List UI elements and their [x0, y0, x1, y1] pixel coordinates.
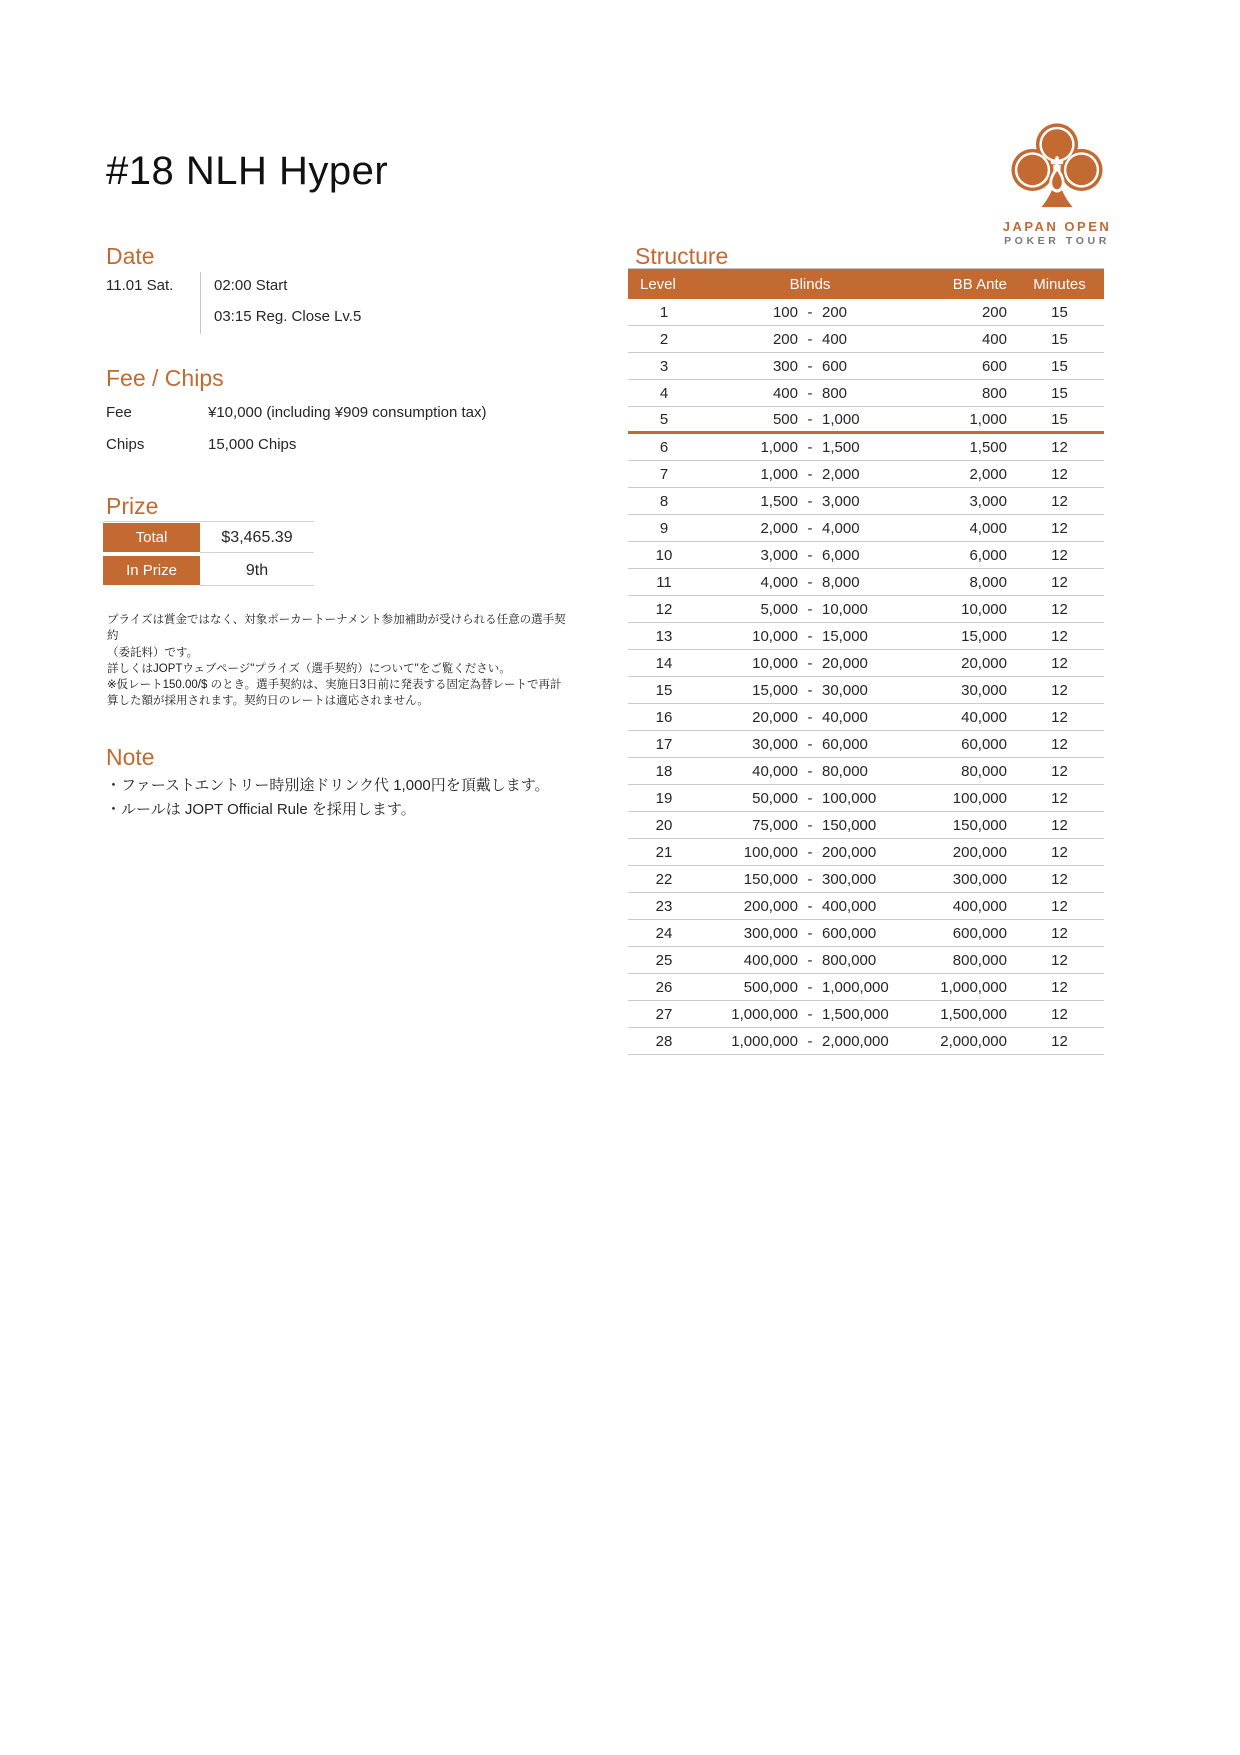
blinds-separator: - — [807, 978, 813, 996]
structure-big-blind: 100,000 — [822, 789, 877, 807]
structure-blinds — [700, 736, 920, 753]
date-time-line: 02:00 Start — [214, 277, 288, 294]
structure-minutes: 12 — [1051, 654, 1068, 672]
structure-row — [628, 623, 1104, 650]
structure-small-blind: 40,000 — [752, 762, 798, 780]
structure-bb-ante: 2,000 — [969, 465, 1007, 483]
structure-big-blind: 2,000 — [822, 465, 860, 483]
structure-row — [628, 542, 1104, 569]
structure-level: 7 — [659, 465, 669, 483]
structure-row — [628, 704, 1104, 731]
note-lines — [106, 774, 586, 822]
structure-level: 5 — [659, 410, 669, 428]
structure-row — [628, 650, 1104, 677]
structure-blinds — [700, 952, 920, 969]
blinds-separator: - — [807, 870, 813, 888]
structure-blinds — [700, 385, 920, 402]
structure-small-blind: 400 — [772, 384, 798, 402]
structure-row — [628, 353, 1104, 380]
blinds-separator: - — [807, 681, 813, 699]
structure-minutes: 12 — [1051, 681, 1068, 699]
structure-big-blind: 2,000,000 — [822, 1032, 889, 1050]
structure-minutes: 12 — [1051, 762, 1068, 780]
structure-row — [628, 461, 1104, 488]
blinds-separator: - — [807, 924, 813, 942]
structure-big-blind: 400,000 — [822, 897, 877, 915]
structure-level: 8 — [659, 492, 669, 510]
structure-bb-ante: 200,000 — [952, 843, 1007, 861]
prize-row — [103, 556, 314, 586]
structure-level: 6 — [659, 438, 669, 456]
structure-big-blind: 8,000 — [822, 573, 860, 591]
structure-level: 27 — [655, 1005, 673, 1023]
logo-text-poker-tour: POKER TOUR — [1004, 235, 1110, 247]
structure-small-blind: 10,000 — [752, 627, 798, 645]
structure-small-blind: 300,000 — [743, 924, 798, 942]
structure-big-blind: 600,000 — [822, 924, 877, 942]
structure-level: 9 — [659, 519, 669, 537]
structure-small-blind: 1,000 — [760, 465, 798, 483]
structure-small-blind: 75,000 — [752, 816, 798, 834]
structure-bb-ante: 80,000 — [961, 762, 1007, 780]
structure-row — [628, 407, 1104, 434]
structure-level: 2 — [659, 330, 669, 348]
structure-minutes: 12 — [1051, 870, 1068, 888]
structure-big-blind: 200 — [822, 303, 848, 321]
blinds-separator: - — [807, 546, 813, 564]
date-divider — [200, 272, 201, 334]
structure-minutes: 12 — [1051, 546, 1068, 564]
structure-level: 10 — [655, 546, 673, 564]
structure-minutes: 15 — [1051, 384, 1068, 402]
prize-label: Total — [103, 523, 200, 552]
structure-small-blind: 100 — [772, 303, 798, 321]
structure-big-blind: 300,000 — [822, 870, 877, 888]
structure-row — [628, 299, 1104, 326]
structure-bb-ante: 400 — [981, 330, 1007, 348]
disclaimer-line: （委託料）です。 — [107, 646, 199, 659]
column-header-level: Level — [640, 275, 676, 293]
structure-blinds — [700, 817, 920, 834]
structure-small-blind: 150,000 — [743, 870, 798, 888]
column-header-blinds: Blinds — [789, 275, 831, 293]
structure-minutes: 12 — [1051, 789, 1068, 807]
structure-bb-ante: 6,000 — [969, 546, 1007, 564]
structure-minutes: 12 — [1051, 816, 1068, 834]
structure-big-blind: 600 — [822, 357, 848, 375]
fee-chips-row — [106, 404, 526, 436]
structure-row — [628, 326, 1104, 353]
structure-blinds — [700, 1006, 920, 1023]
structure-bb-ante: 2,000,000 — [940, 1032, 1007, 1050]
structure-minutes: 12 — [1051, 843, 1068, 861]
structure-bb-ante: 600 — [981, 357, 1007, 375]
structure-small-blind: 1,000,000 — [731, 1032, 798, 1050]
structure-bb-ante: 150,000 — [952, 816, 1007, 834]
structure-level: 25 — [655, 951, 673, 969]
structure-minutes: 12 — [1051, 951, 1068, 969]
blinds-separator: - — [807, 762, 813, 780]
structure-row — [628, 920, 1104, 947]
structure-big-blind: 6,000 — [822, 546, 860, 564]
structure-level: 16 — [655, 708, 673, 726]
structure-big-blind: 20,000 — [822, 654, 868, 672]
structure-row — [628, 1001, 1104, 1028]
structure-blinds — [700, 358, 920, 375]
structure-row — [628, 839, 1104, 866]
disclaimer-line: プライズは賞金ではなく、対象ポーカートーナメント参加補助が受けられる任意の選手契約 — [107, 614, 566, 643]
structure-row — [628, 488, 1104, 515]
structure-blinds — [700, 331, 920, 348]
structure-big-blind: 200,000 — [822, 843, 877, 861]
structure-level: 21 — [655, 843, 673, 861]
structure-blinds — [700, 1033, 920, 1050]
structure-minutes: 12 — [1051, 438, 1068, 456]
structure-level: 13 — [655, 627, 673, 645]
blinds-separator: - — [807, 627, 813, 645]
blinds-separator: - — [807, 654, 813, 672]
structure-small-blind: 100,000 — [743, 843, 798, 861]
date-day: 11.01 Sat. — [106, 277, 174, 294]
disclaimer-line: 詳しくはJOPTウェブページ"プライズ（選手契約）について"をご覧ください。 — [107, 662, 511, 675]
structure-level: 19 — [655, 789, 673, 807]
structure-row — [628, 893, 1104, 920]
structure-minutes: 15 — [1051, 410, 1068, 428]
structure-bb-ante: 8,000 — [969, 573, 1007, 591]
structure-bb-ante: 400,000 — [952, 897, 1007, 915]
page-title: #18 NLH Hyper — [106, 149, 389, 193]
structure-level: 17 — [655, 735, 673, 753]
prize-heading: Prize — [106, 493, 159, 519]
structure-level: 12 — [655, 600, 673, 618]
structure-blinds — [700, 439, 920, 456]
structure-small-blind: 4,000 — [760, 573, 798, 591]
structure-level: 24 — [655, 924, 673, 942]
structure-heading: Structure — [635, 243, 729, 269]
blinds-separator: - — [807, 600, 813, 618]
structure-blinds — [700, 601, 920, 618]
structure-minutes: 15 — [1051, 357, 1068, 375]
structure-big-blind: 80,000 — [822, 762, 868, 780]
blinds-separator: - — [807, 384, 813, 402]
structure-big-blind: 4,000 — [822, 519, 860, 537]
structure-minutes: 12 — [1051, 708, 1068, 726]
structure-row — [628, 434, 1104, 461]
blinds-separator: - — [807, 897, 813, 915]
fee-chips-label: Fee — [106, 404, 132, 421]
fee-chips-label: Chips — [106, 436, 145, 453]
fee-chips-value: 15,000 Chips — [208, 436, 297, 453]
structure-level: 20 — [655, 816, 673, 834]
structure-bb-ante: 40,000 — [961, 708, 1007, 726]
structure-level: 11 — [656, 573, 672, 591]
structure-blinds — [700, 628, 920, 645]
structure-row — [628, 758, 1104, 785]
structure-small-blind: 20,000 — [752, 708, 798, 726]
structure-big-blind: 1,500 — [822, 438, 860, 456]
structure-level: 15 — [655, 681, 673, 699]
structure-small-blind: 50,000 — [752, 789, 798, 807]
structure-level: 4 — [659, 384, 669, 402]
structure-blinds — [700, 871, 920, 888]
structure-minutes: 12 — [1051, 600, 1068, 618]
structure-small-blind: 10,000 — [752, 654, 798, 672]
structure-small-blind: 1,000,000 — [731, 1005, 798, 1023]
structure-blinds — [700, 979, 920, 996]
structure-blinds — [700, 925, 920, 942]
structure-bb-ante: 100,000 — [952, 789, 1007, 807]
prize-row — [103, 523, 314, 553]
note-heading: Note — [106, 744, 155, 770]
prize-value: 9th — [200, 556, 314, 586]
structure-blinds — [700, 304, 920, 321]
structure-bb-ante: 30,000 — [961, 681, 1007, 699]
structure-small-blind: 500 — [772, 410, 798, 428]
logo-text-japan-open: JAPAN OPEN — [1002, 219, 1112, 234]
structure-small-blind: 300 — [772, 357, 798, 375]
structure-level: 23 — [655, 897, 673, 915]
structure-bb-ante: 3,000 — [969, 492, 1007, 510]
jopt-logo — [982, 118, 1132, 247]
structure-big-blind: 150,000 — [822, 816, 877, 834]
structure-big-blind: 400 — [822, 330, 848, 348]
column-header-minutes: Minutes — [1033, 275, 1086, 293]
structure-blinds — [700, 898, 920, 915]
structure-bb-ante: 15,000 — [961, 627, 1007, 645]
blinds-separator: - — [807, 951, 813, 969]
disclaimer-line: 算した額が採用されます。契約日のレートは適応されません。 — [107, 695, 429, 708]
structure-minutes: 12 — [1051, 519, 1068, 537]
structure-level: 14 — [655, 654, 673, 672]
structure-bb-ante: 60,000 — [961, 735, 1007, 753]
structure-bb-ante: 4,000 — [969, 519, 1007, 537]
structure-bb-ante: 800 — [981, 384, 1007, 402]
structure-small-blind: 1,500 — [760, 492, 798, 510]
structure-minutes: 12 — [1051, 492, 1068, 510]
structure-level: 28 — [655, 1032, 673, 1050]
prize-value: $3,465.39 — [200, 523, 314, 553]
column-header-bb-ante: BB Ante — [952, 275, 1007, 293]
structure-blinds — [700, 493, 920, 510]
structure-row — [628, 866, 1104, 893]
fee-chips-row — [106, 436, 526, 468]
structure-big-blind: 30,000 — [822, 681, 868, 699]
structure-table — [628, 268, 1104, 1055]
structure-bb-ante: 1,000,000 — [940, 978, 1007, 996]
structure-level: 1 — [659, 303, 669, 321]
structure-big-blind: 10,000 — [822, 600, 868, 618]
blinds-separator: - — [807, 735, 813, 753]
structure-big-blind: 3,000 — [822, 492, 860, 510]
structure-level: 22 — [655, 870, 673, 888]
structure-big-blind: 1,500,000 — [822, 1005, 889, 1023]
blinds-separator: - — [807, 573, 813, 591]
structure-small-blind: 3,000 — [760, 546, 798, 564]
structure-bb-ante: 1,500 — [969, 438, 1007, 456]
structure-big-blind: 15,000 — [822, 627, 868, 645]
structure-big-blind: 1,000 — [822, 410, 860, 428]
prize-disclaimer — [107, 612, 567, 710]
structure-row — [628, 974, 1104, 1001]
structure-bb-ante: 300,000 — [952, 870, 1007, 888]
structure-minutes: 12 — [1051, 1032, 1068, 1050]
structure-row — [628, 677, 1104, 704]
note-line: ・ルールは JOPT Official Rule を採用します。 — [106, 801, 416, 818]
structure-row — [628, 812, 1104, 839]
date-heading: Date — [106, 243, 155, 269]
date-times — [214, 277, 361, 339]
prize-label: In Prize — [103, 556, 200, 585]
structure-bb-ante: 600,000 — [952, 924, 1007, 942]
structure-level: 3 — [659, 357, 669, 375]
blinds-separator: - — [807, 816, 813, 834]
structure-bb-ante: 800,000 — [952, 951, 1007, 969]
blinds-separator: - — [807, 330, 813, 348]
structure-minutes: 12 — [1051, 735, 1068, 753]
structure-row — [628, 1028, 1104, 1055]
blinds-separator: - — [807, 708, 813, 726]
structure-minutes: 12 — [1051, 978, 1068, 996]
structure-blinds — [700, 844, 920, 861]
date-time-line: 03:15 Reg. Close Lv.5 — [214, 308, 362, 325]
structure-big-blind: 40,000 — [822, 708, 868, 726]
note-line: ・ファーストエントリー時別途ドリンク代 1,000円を頂戴します。 — [106, 777, 550, 794]
structure-blinds — [700, 411, 920, 428]
structure-blinds — [700, 466, 920, 483]
blinds-separator: - — [807, 519, 813, 537]
structure-blinds — [700, 709, 920, 726]
structure-table-header — [628, 269, 1104, 299]
blinds-separator: - — [807, 843, 813, 861]
structure-row — [628, 947, 1104, 974]
structure-minutes: 12 — [1051, 897, 1068, 915]
structure-small-blind: 200,000 — [743, 897, 798, 915]
structure-level: 18 — [655, 762, 673, 780]
blinds-separator: - — [807, 357, 813, 375]
structure-blinds — [700, 520, 920, 537]
prize-table — [103, 521, 314, 589]
structure-bb-ante: 1,000 — [969, 410, 1007, 428]
structure-row — [628, 380, 1104, 407]
fee-chips-rows — [106, 404, 526, 468]
structure-small-blind: 2,000 — [760, 519, 798, 537]
structure-level: 26 — [655, 978, 673, 996]
blinds-separator: - — [807, 465, 813, 483]
structure-small-blind: 500,000 — [743, 978, 798, 996]
structure-bb-ante: 10,000 — [961, 600, 1007, 618]
structure-big-blind: 60,000 — [822, 735, 868, 753]
structure-minutes: 12 — [1051, 1005, 1068, 1023]
fee-chips-heading: Fee / Chips — [106, 365, 224, 391]
structure-minutes: 12 — [1051, 465, 1068, 483]
structure-row — [628, 515, 1104, 542]
structure-row — [628, 569, 1104, 596]
disclaimer-line: ※仮レート150.00/$ のとき。選手契約は、実施日3日前に発表する固定為替レートで再計 — [107, 679, 562, 692]
structure-bb-ante: 1,500,000 — [940, 1005, 1007, 1023]
structure-minutes: 12 — [1051, 573, 1068, 591]
structure-blinds — [700, 574, 920, 591]
structure-blinds — [700, 763, 920, 780]
blinds-separator: - — [807, 410, 813, 428]
structure-big-blind: 800 — [822, 384, 848, 402]
structure-small-blind: 30,000 — [752, 735, 798, 753]
structure-bb-ante: 20,000 — [961, 654, 1007, 672]
blinds-separator: - — [807, 1005, 813, 1023]
structure-minutes: 15 — [1051, 303, 1068, 321]
structure-blinds — [700, 655, 920, 672]
blinds-separator: - — [807, 438, 813, 456]
structure-blinds — [700, 682, 920, 699]
blinds-separator: - — [807, 1032, 813, 1050]
structure-blinds — [700, 547, 920, 564]
structure-small-blind: 15,000 — [752, 681, 798, 699]
structure-bb-ante: 200 — [981, 303, 1007, 321]
structure-row — [628, 596, 1104, 623]
structure-big-blind: 800,000 — [822, 951, 877, 969]
structure-small-blind: 1,000 — [760, 438, 798, 456]
structure-small-blind: 200 — [772, 330, 798, 348]
fee-chips-value: ¥10,000 (including ¥909 consumption tax) — [208, 404, 487, 421]
structure-row — [628, 731, 1104, 758]
structure-row — [628, 785, 1104, 812]
club-clover-icon — [982, 118, 1132, 216]
structure-small-blind: 400,000 — [743, 951, 798, 969]
structure-small-blind: 5,000 — [760, 600, 798, 618]
blinds-separator: - — [807, 789, 813, 807]
blinds-separator: - — [807, 492, 813, 510]
structure-big-blind: 1,000,000 — [822, 978, 889, 996]
structure-minutes: 12 — [1051, 627, 1068, 645]
structure-minutes: 12 — [1051, 924, 1068, 942]
structure-minutes: 15 — [1051, 330, 1068, 348]
structure-blinds — [700, 790, 920, 807]
blinds-separator: - — [807, 303, 813, 321]
